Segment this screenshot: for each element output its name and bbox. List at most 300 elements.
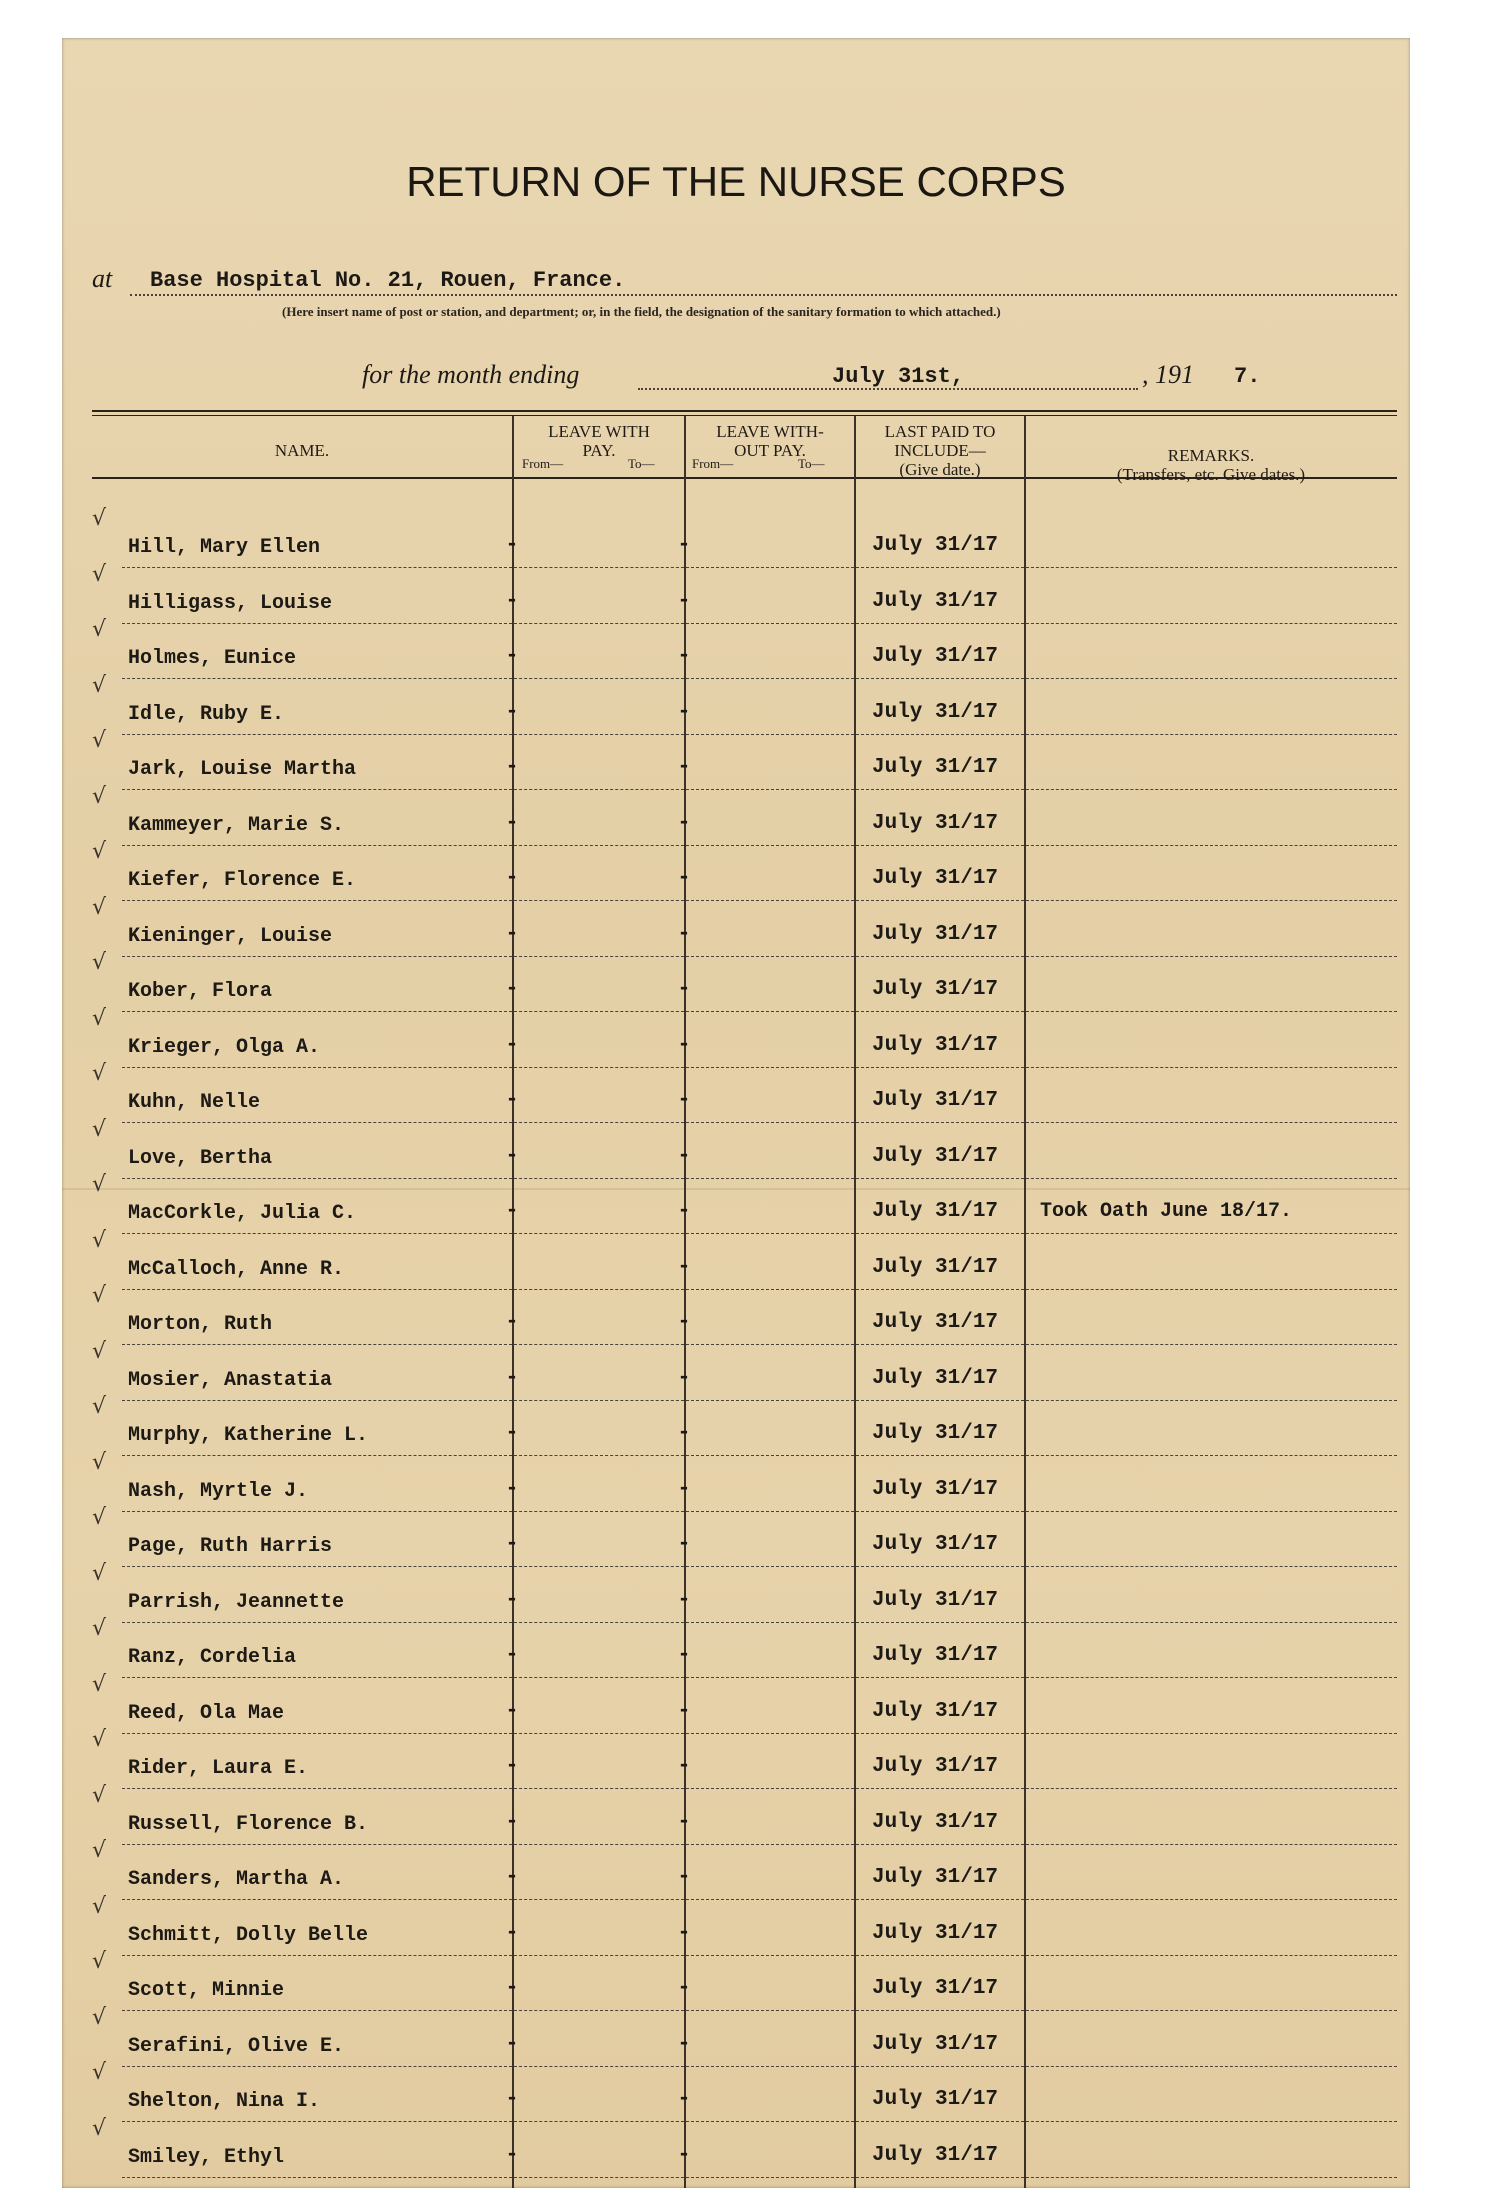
check-mark-icon: √	[92, 562, 107, 587]
last-paid-value: July 31/17	[872, 1589, 999, 1612]
month-label: for the month ending	[362, 360, 580, 389]
nurse-name: McCalloch, Anne R.	[128, 1258, 345, 1281]
last-paid-value: July 31/17	[872, 1922, 999, 1945]
nurse-name: Russell, Florence B.	[128, 1813, 369, 1836]
leave-with-pay-value: -	[505, 643, 519, 668]
nurse-name: Krieger, Olga A.	[128, 1036, 321, 1059]
leave-with-pay-value: -	[505, 865, 519, 890]
check-mark-icon: √	[92, 1783, 107, 1808]
header-leave-without-pay	[686, 402, 854, 460]
last-paid-value: July 31/17	[872, 1200, 999, 1223]
last-paid-value: July 31/17	[872, 1533, 999, 1556]
last-paid-value: July 31/17	[872, 1311, 999, 1334]
table-row	[92, 1838, 1397, 1900]
row-dotted-line	[122, 1289, 512, 1290]
row-dotted-line	[856, 1233, 1024, 1234]
last-paid-value: July 31/17	[872, 867, 999, 890]
row-dotted-line	[122, 2177, 512, 2178]
table-row	[92, 728, 1397, 790]
leave-with-pay-value: -	[505, 810, 519, 835]
row-dotted-line	[856, 1955, 1024, 1956]
row-dotted-line	[1026, 623, 1397, 624]
row-dotted-line	[122, 1622, 512, 1623]
leave-with-pay-value: -	[505, 1975, 519, 2000]
row-dotted-line	[1026, 1122, 1397, 1123]
header-from: From—	[692, 456, 734, 471]
row-dotted-line	[686, 678, 854, 679]
check-mark-icon: √	[92, 1672, 107, 1697]
nurse-name: Ranz, Cordelia	[128, 1646, 297, 1669]
nurse-name: Smiley, Ethyl	[128, 2146, 285, 2169]
row-dotted-line	[686, 1566, 854, 1567]
check-mark-icon: √	[92, 673, 107, 698]
nurse-name: Nash, Myrtle J.	[128, 1480, 309, 1503]
leave-without-pay-value: -	[677, 1698, 691, 1723]
last-paid-value: July 31/17	[872, 1256, 999, 1279]
row-dotted-line	[1026, 1511, 1397, 1512]
leave-with-pay-value: -	[505, 699, 519, 724]
row-dotted-line	[514, 2010, 684, 2011]
month-line	[362, 356, 1262, 396]
check-mark-icon: √	[92, 1339, 107, 1364]
table-row	[92, 1117, 1397, 1179]
check-mark-icon: √	[92, 1838, 107, 1863]
table-row	[92, 1672, 1397, 1734]
row-dotted-line	[686, 789, 854, 790]
row-dotted-line	[686, 1844, 854, 1845]
last-paid-value: July 31/17	[872, 590, 999, 613]
row-dotted-line	[122, 1899, 512, 1900]
nurse-name: Idle, Ruby E.	[128, 703, 285, 726]
leave-without-pay-value: -	[677, 1032, 691, 1057]
leave-with-pay-value: -	[505, 1753, 519, 1778]
row-dotted-line	[856, 1677, 1024, 1678]
header-name-label: NAME.	[274, 441, 330, 460]
row-dotted-line	[686, 2010, 854, 2011]
last-paid-value: July 31/17	[872, 1755, 999, 1778]
table-row	[92, 950, 1397, 1012]
nurse-name: Sanders, Martha A.	[128, 1868, 345, 1891]
row-dotted-line	[856, 1622, 1024, 1623]
row-dotted-line	[122, 900, 512, 901]
row-dotted-line	[122, 2010, 512, 2011]
row-dotted-line	[856, 1400, 1024, 1401]
row-dotted-line	[1026, 1067, 1397, 1068]
row-dotted-line	[514, 900, 684, 901]
nurse-name: Page, Ruth Harris	[128, 1535, 333, 1558]
row-dotted-line	[1026, 900, 1397, 901]
check-mark-icon: √	[92, 1006, 107, 1031]
row-dotted-line	[1026, 1899, 1397, 1900]
row-dotted-line	[1026, 1622, 1397, 1623]
leave-without-pay-value: -	[677, 1309, 691, 1334]
table-row	[92, 2060, 1397, 2122]
row-dotted-line	[856, 1566, 1024, 1567]
last-paid-value: July 31/17	[872, 1478, 999, 1501]
row-dotted-line	[686, 1455, 854, 1456]
document-page	[62, 38, 1410, 2188]
row-dotted-line	[856, 2066, 1024, 2067]
row-dotted-line	[686, 1011, 854, 1012]
check-mark-icon: √	[92, 895, 107, 920]
row-dotted-line	[1026, 1400, 1397, 1401]
row-dotted-line	[1026, 734, 1397, 735]
row-dotted-line	[686, 734, 854, 735]
nurse-name: Kieninger, Louise	[128, 925, 333, 948]
row-dotted-line	[122, 1733, 512, 1734]
leave-without-pay-value: -	[677, 588, 691, 613]
check-mark-icon: √	[92, 1283, 107, 1308]
row-dotted-line	[514, 2121, 684, 2122]
row-dotted-line	[856, 1011, 1024, 1012]
last-paid-value: July 31/17	[872, 1811, 999, 1834]
row-dotted-line	[856, 567, 1024, 568]
header-to: To—	[798, 456, 825, 471]
row-dotted-line	[1026, 789, 1397, 790]
nurse-name: Hilligass, Louise	[128, 592, 333, 615]
leave-with-pay-value: -	[505, 1698, 519, 1723]
row-dotted-line	[514, 1289, 684, 1290]
row-dotted-line	[686, 1289, 854, 1290]
row-dotted-line	[686, 1178, 854, 1179]
leave-with-pay-value: -	[505, 1032, 519, 1057]
last-paid-value: July 31/17	[872, 1644, 999, 1667]
row-dotted-line	[122, 1122, 512, 1123]
leave-with-pay-value: -	[505, 754, 519, 779]
check-mark-icon: √	[92, 1172, 107, 1197]
check-mark-icon: √	[92, 950, 107, 975]
row-dotted-line	[686, 956, 854, 957]
leave-with-pay-value: -	[505, 1531, 519, 1556]
leave-without-pay-value: -	[677, 1531, 691, 1556]
year-digit: 7.	[1234, 364, 1261, 389]
row-dotted-line	[514, 1455, 684, 1456]
row-dotted-line	[514, 1955, 684, 1956]
table-row	[92, 1006, 1397, 1068]
row-dotted-line	[122, 567, 512, 568]
header-last-paid	[856, 402, 1024, 479]
row-dotted-line	[122, 845, 512, 846]
table-row	[92, 1561, 1397, 1623]
page-title: RETURN OF THE NURSE CORPS	[406, 158, 1066, 205]
leave-without-pay-value: -	[677, 1642, 691, 1667]
leave-without-pay-value: -	[677, 2086, 691, 2111]
row-dotted-line	[686, 1400, 854, 1401]
leave-without-pay-value: -	[677, 2031, 691, 2056]
row-dotted-line	[514, 567, 684, 568]
check-mark-icon: √	[92, 617, 107, 642]
row-dotted-line	[856, 1122, 1024, 1123]
last-paid-value: July 31/17	[872, 812, 999, 835]
leave-without-pay-value: -	[677, 1587, 691, 1612]
nurse-name: Holmes, Eunice	[128, 647, 297, 670]
leave-with-pay-value: -	[505, 1198, 519, 1223]
row-dotted-line	[122, 1067, 512, 1068]
row-dotted-line	[1026, 2010, 1397, 2011]
row-dotted-line	[514, 1400, 684, 1401]
row-dotted-line	[514, 623, 684, 624]
check-mark-icon: √	[92, 1561, 107, 1586]
check-mark-icon: √	[92, 1949, 107, 1974]
check-mark-icon: √	[92, 1616, 107, 1641]
station-note: (Here insert name of post or station, and department; or, in the field, the designation of the sanitary formation to which attached.)	[282, 304, 1001, 319]
leave-with-pay-value: -	[505, 1920, 519, 1945]
table-row	[92, 562, 1397, 624]
check-mark-icon: √	[92, 506, 107, 531]
leave-with-pay-value: -	[505, 1864, 519, 1889]
last-paid-value: July 31/17	[872, 1367, 999, 1390]
table-row	[92, 1339, 1397, 1401]
row-dotted-line	[1026, 956, 1397, 957]
nurse-name: Shelton, Nina I.	[128, 2090, 321, 2113]
table-row	[92, 1894, 1397, 1956]
leave-without-pay-value: -	[677, 1420, 691, 1445]
leave-with-pay-value: -	[505, 1809, 519, 1834]
row-dotted-line	[856, 2010, 1024, 2011]
leave-without-pay-value: -	[677, 1087, 691, 1112]
leave-with-pay-value: -	[505, 1420, 519, 1445]
leave-without-pay-value: -	[677, 1920, 691, 1945]
leave-without-pay-value: -	[677, 699, 691, 724]
row-dotted-line	[122, 623, 512, 624]
row-dotted-line	[1026, 1788, 1397, 1789]
row-dotted-line	[686, 1899, 854, 1900]
row-dotted-line	[1026, 1455, 1397, 1456]
station-dotted-line	[130, 294, 1397, 296]
row-dotted-line	[856, 1899, 1024, 1900]
last-paid-value: July 31/17	[872, 1422, 999, 1445]
row-dotted-line	[856, 1344, 1024, 1345]
row-dotted-line	[122, 1011, 512, 1012]
leave-without-pay-value: -	[677, 2142, 691, 2167]
check-mark-icon: √	[92, 1228, 107, 1253]
row-dotted-line	[686, 1233, 854, 1234]
row-dotted-line	[686, 623, 854, 624]
check-mark-icon: √	[92, 1117, 107, 1142]
row-dotted-line	[514, 1566, 684, 1567]
table-row	[92, 1727, 1397, 1789]
row-dotted-line	[514, 789, 684, 790]
check-mark-icon: √	[92, 728, 107, 753]
table-row	[92, 1949, 1397, 2011]
leave-without-pay-value: -	[677, 1365, 691, 1390]
header-leave-without-pay-label: LEAVE WITH- OUT PAY.	[716, 422, 824, 460]
leave-without-pay-value: -	[677, 976, 691, 1001]
row-dotted-line	[514, 956, 684, 957]
row-dotted-line	[514, 1788, 684, 1789]
table-row	[92, 2005, 1397, 2067]
row-dotted-line	[856, 734, 1024, 735]
nurse-name: Schmitt, Dolly Belle	[128, 1924, 369, 1947]
row-dotted-line	[686, 2066, 854, 2067]
last-paid-value: July 31/17	[872, 1700, 999, 1723]
month-value: July 31st,	[832, 364, 965, 389]
row-dotted-line	[856, 1733, 1024, 1734]
header-remarks	[1026, 418, 1396, 484]
row-dotted-line	[122, 2066, 512, 2067]
row-dotted-line	[686, 1622, 854, 1623]
last-paid-value: July 31/17	[872, 2088, 999, 2111]
leave-without-pay-value: -	[677, 1809, 691, 1834]
check-mark-icon: √	[92, 2060, 107, 2085]
table-row	[92, 1228, 1397, 1290]
leave-without-pay-value: -	[677, 754, 691, 779]
check-mark-icon: √	[92, 1894, 107, 1919]
check-mark-icon: √	[92, 1505, 107, 1530]
row-dotted-line	[122, 1455, 512, 1456]
row-dotted-line	[686, 1122, 854, 1123]
leave-with-pay-value: -	[505, 1143, 519, 1168]
nurse-name: Rider, Laura E.	[128, 1757, 309, 1780]
check-mark-icon: √	[92, 2116, 107, 2141]
row-dotted-line	[686, 2121, 854, 2122]
row-dotted-line	[686, 2177, 854, 2178]
row-dotted-line	[1026, 678, 1397, 679]
row-dotted-line	[686, 1788, 854, 1789]
table-row	[92, 1450, 1397, 1512]
last-paid-value: July 31/17	[872, 2033, 999, 2056]
last-paid-value: July 31/17	[872, 701, 999, 724]
row-dotted-line	[856, 1067, 1024, 1068]
row-dotted-line	[856, 956, 1024, 957]
leave-with-pay-value: -	[505, 921, 519, 946]
row-dotted-line	[514, 1178, 684, 1179]
row-dotted-line	[686, 1344, 854, 1345]
nurse-name: Murphy, Katherine L.	[128, 1424, 369, 1447]
row-dotted-line	[514, 678, 684, 679]
nurse-name: Love, Bertha	[128, 1147, 273, 1170]
row-dotted-line	[1026, 1289, 1397, 1290]
row-dotted-line	[122, 734, 512, 735]
row-dotted-line	[514, 1844, 684, 1845]
row-dotted-line	[856, 789, 1024, 790]
station-line	[92, 260, 1397, 319]
nurse-name: Serafini, Olive E.	[128, 2035, 345, 2058]
leave-with-pay-value: -	[505, 1309, 519, 1334]
header-remarks-sub: (Transfers, etc. Give dates.)	[1116, 465, 1306, 484]
table-row	[92, 839, 1397, 901]
row-dotted-line	[122, 1178, 512, 1179]
nurse-name: Mosier, Anastatia	[128, 1369, 333, 1392]
row-dotted-line	[122, 1677, 512, 1678]
table-row	[92, 673, 1397, 735]
header-remarks-label: REMARKS.	[1167, 446, 1255, 465]
table-row	[92, 1061, 1397, 1123]
row-dotted-line	[856, 1178, 1024, 1179]
row-dotted-line	[122, 956, 512, 957]
check-mark-icon: √	[92, 1061, 107, 1086]
row-dotted-line	[1026, 1178, 1397, 1179]
nurse-name: Morton, Ruth	[128, 1313, 273, 1336]
table-row	[92, 2116, 1397, 2178]
row-dotted-line	[1026, 2177, 1397, 2178]
last-paid-value: July 31/17	[872, 2144, 999, 2167]
row-dotted-line	[122, 1844, 512, 1845]
leave-without-pay-value: -	[677, 1753, 691, 1778]
leave-without-pay-value: -	[677, 1143, 691, 1168]
row-dotted-line	[1026, 1844, 1397, 1845]
row-dotted-line	[514, 1344, 684, 1345]
last-paid-value: July 31/17	[872, 1977, 999, 2000]
nurse-name: Reed, Ola Mae	[128, 1702, 285, 1725]
row-dotted-line	[686, 1955, 854, 1956]
row-dotted-line	[514, 1011, 684, 1012]
table-row	[92, 784, 1397, 846]
row-dotted-line	[856, 845, 1024, 846]
table-row	[92, 617, 1397, 679]
row-dotted-line	[122, 678, 512, 679]
leave-with-pay-value: -	[505, 976, 519, 1001]
last-paid-value: July 31/17	[872, 1034, 999, 1057]
row-dotted-line	[856, 1844, 1024, 1845]
leave-without-pay-value: -	[677, 643, 691, 668]
last-paid-value: July 31/17	[872, 1089, 999, 1112]
row-dotted-line	[856, 2121, 1024, 2122]
row-dotted-line	[1026, 1233, 1397, 1234]
row-dotted-line	[856, 1511, 1024, 1512]
row-dotted-line	[514, 1122, 684, 1123]
row-dotted-line	[1026, 1011, 1397, 1012]
row-dotted-line	[1026, 1733, 1397, 1734]
nurse-name: Kober, Flora	[128, 980, 273, 1003]
row-dotted-line	[1026, 1677, 1397, 1678]
row-dotted-line	[514, 1067, 684, 1068]
last-paid-value: July 31/17	[872, 1866, 999, 1889]
station-value: Base Hospital No. 21, Rouen, France.	[150, 268, 626, 293]
remarks-value: Took Oath June 18/17.	[1040, 1200, 1293, 1223]
row-dotted-line	[686, 900, 854, 901]
check-mark-icon: √	[92, 784, 107, 809]
row-dotted-line	[856, 623, 1024, 624]
row-dotted-line	[686, 1067, 854, 1068]
row-dotted-line	[1026, 567, 1397, 568]
nurse-name: MacCorkle, Julia C.	[128, 1202, 357, 1225]
leave-with-pay-value: -	[505, 1365, 519, 1390]
leave-without-pay-value: -	[677, 1975, 691, 2000]
table-row	[92, 895, 1397, 957]
table-row	[92, 1394, 1397, 1456]
table-row	[92, 1505, 1397, 1567]
leave-without-pay-value: -	[677, 1254, 691, 1279]
nurse-name: Kammeyer, Marie S.	[128, 814, 345, 837]
leave-without-pay-value: -	[677, 532, 691, 557]
leave-with-pay-value: -	[505, 1587, 519, 1612]
table-row	[92, 1172, 1397, 1234]
last-paid-value: July 31/17	[872, 645, 999, 668]
table-row	[92, 1616, 1397, 1678]
header-name	[92, 418, 512, 460]
row-dotted-line	[686, 1733, 854, 1734]
month-dotted-line	[638, 388, 1138, 390]
row-dotted-line	[514, 734, 684, 735]
leave-with-pay-value: -	[505, 2086, 519, 2111]
row-dotted-line	[514, 2066, 684, 2067]
row-dotted-line	[122, 1788, 512, 1789]
row-dotted-line	[686, 1511, 854, 1512]
row-dotted-line	[856, 678, 1024, 679]
check-mark-icon: √	[92, 839, 107, 864]
header-leave-with-pay	[514, 402, 684, 460]
row-dotted-line	[514, 1899, 684, 1900]
header-to: To—	[628, 456, 655, 471]
leave-with-pay-value: -	[505, 1087, 519, 1112]
nurse-name: Scott, Minnie	[128, 1979, 285, 2002]
row-dotted-line	[686, 567, 854, 568]
check-mark-icon: √	[92, 1727, 107, 1752]
row-dotted-line	[514, 2177, 684, 2178]
last-paid-value: July 31/17	[872, 1145, 999, 1168]
header-last-paid-label: LAST PAID TO INCLUDE— (Give date.)	[884, 422, 996, 479]
